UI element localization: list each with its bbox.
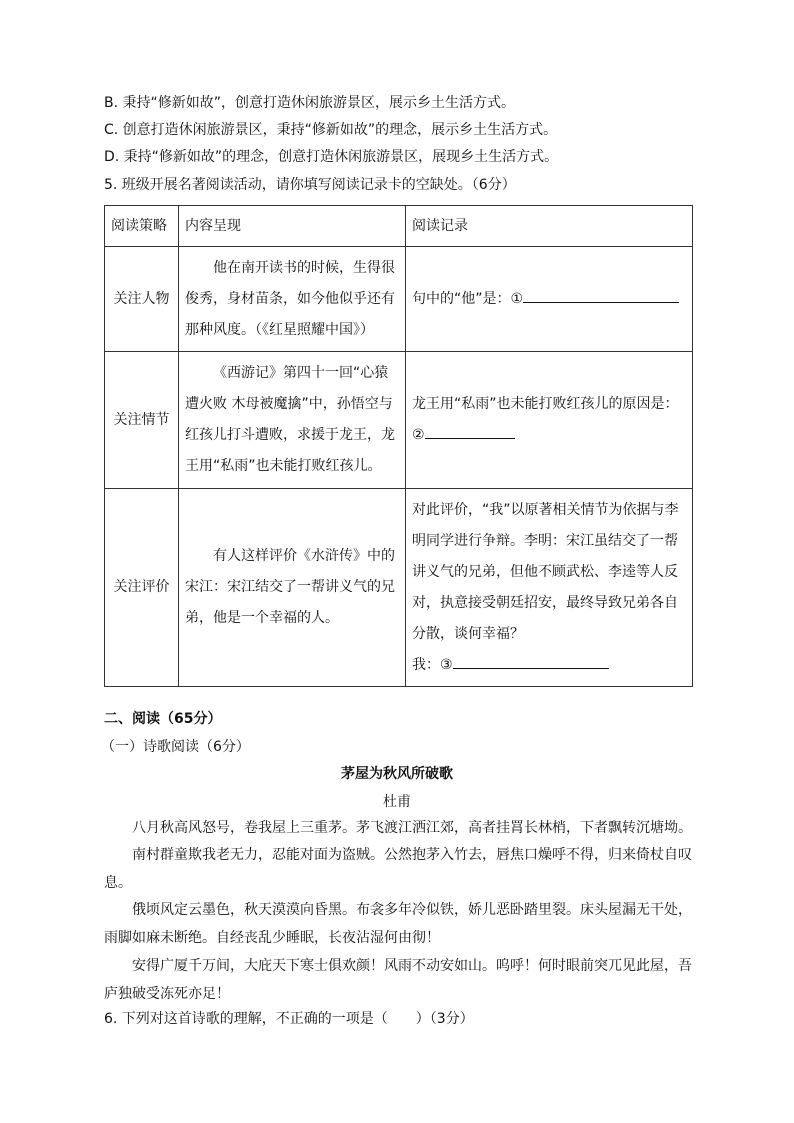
record-cell: [406, 489, 693, 687]
poem-stanza: 俄顷风定云墨色，秋天漠漠向昏黑。布衾多年冷似铁，娇儿恶卧踏里裂。床头屋漏无干处，雨脚如麻未断绝。自经丧乱少睡眠，长夜沾湿何由彻！: [104, 902, 692, 946]
record-cell: [406, 247, 693, 352]
answer-blank-3[interactable]: [453, 652, 609, 669]
poem-stanza: 南村群童欺我老无力，忍能对面为盗贼。公然抱茅入竹去，唇焦口燥呼不得，归来倚杖自叹息。: [104, 847, 692, 891]
table-row: [105, 247, 693, 352]
question-5: 5. 班级开展名著阅读活动，请你填写阅读记录卡的空缺处。（6分）: [104, 177, 516, 193]
record-marker: 我：③: [412, 656, 453, 673]
strategy-cell: 关注人物: [105, 247, 179, 352]
table-header-row: [105, 206, 693, 247]
poem-title: 茅屋为秋风所破歌: [341, 766, 453, 782]
record-marker: ②: [412, 427, 425, 443]
question-6: 6. 下列对这首诗歌的理解，不正确的一项是（ ）（3分）: [104, 1011, 474, 1027]
poem-stanza: 安得广厦千万间，大庇天下寒士俱欢颜！风雨不动安如山。呜呼！何时眼前突兀见此屋，吾庐独破受冻死亦足！: [104, 958, 692, 1002]
record-text: 对此评价，“我”以原著相关情节为依据与李明同学进行争辩。李明：宋江虽结交了一帮讲义气的兄弟，但他不顾武松、李逵等人反对，执意接受朝廷招安，最终导致兄弟各自分散，谈何幸福？: [412, 501, 679, 642]
record-text: 句中的“他”是：①: [412, 290, 524, 307]
poem-stanza: 八月秋高风怒号，卷我屋上三重茅。茅飞渡江洒江郊，高者挂罥长林梢，下者飘转沉塘坳。: [132, 820, 692, 836]
content-cell: 有人这样评价《水浒传》中的宋江：宋江结交了一帮讲义气的兄弟，他是一个幸福的人。: [179, 489, 406, 687]
reading-record-table: [104, 205, 693, 687]
table-row: [105, 489, 693, 687]
record-text: 龙王用“私雨”也未能打败红孩儿的原因是：: [412, 396, 679, 412]
header-content: 内容呈现: [179, 206, 406, 247]
option-d: D. 秉持“修新如故”的理念，创意打造休闲旅游景区，展现乡土生活方式。: [104, 149, 559, 165]
header-strategy: 阅读策略: [105, 206, 179, 247]
section-title: 二、阅读（65分）: [104, 711, 222, 727]
poem-author: 杜甫: [383, 794, 411, 810]
strategy-cell: 关注评价: [105, 489, 179, 687]
option-b: B. 秉持“修新如故”，创意打造休闲旅游景区，展示乡土生活方式。: [104, 95, 516, 111]
record-cell: [406, 352, 693, 489]
table-row: [105, 352, 693, 489]
content-cell: 他在南开读书的时候，生得很俊秀，身材苗条，如今他似乎还有那种风度。（《红星照耀中国》）: [179, 247, 406, 352]
answer-blank-1[interactable]: [523, 286, 679, 303]
strategy-cell: 关注情节: [105, 352, 179, 489]
option-c: C. 创意打造休闲旅游景区，秉持“修新如故”的理念，展示乡土生活方式。: [104, 122, 558, 138]
header-record: 阅读记录: [406, 206, 693, 247]
subsection-title: （一）诗歌阅读（6分）: [101, 739, 250, 755]
answer-blank-2[interactable]: [425, 422, 515, 439]
content-cell: 《西游记》第四十一回“心猿遭火败 木母被魔擒”中，孙悟空与红孩儿打斗遭败，求援于龙王，龙王用“私雨”也未能打败红孩儿。: [179, 352, 406, 489]
